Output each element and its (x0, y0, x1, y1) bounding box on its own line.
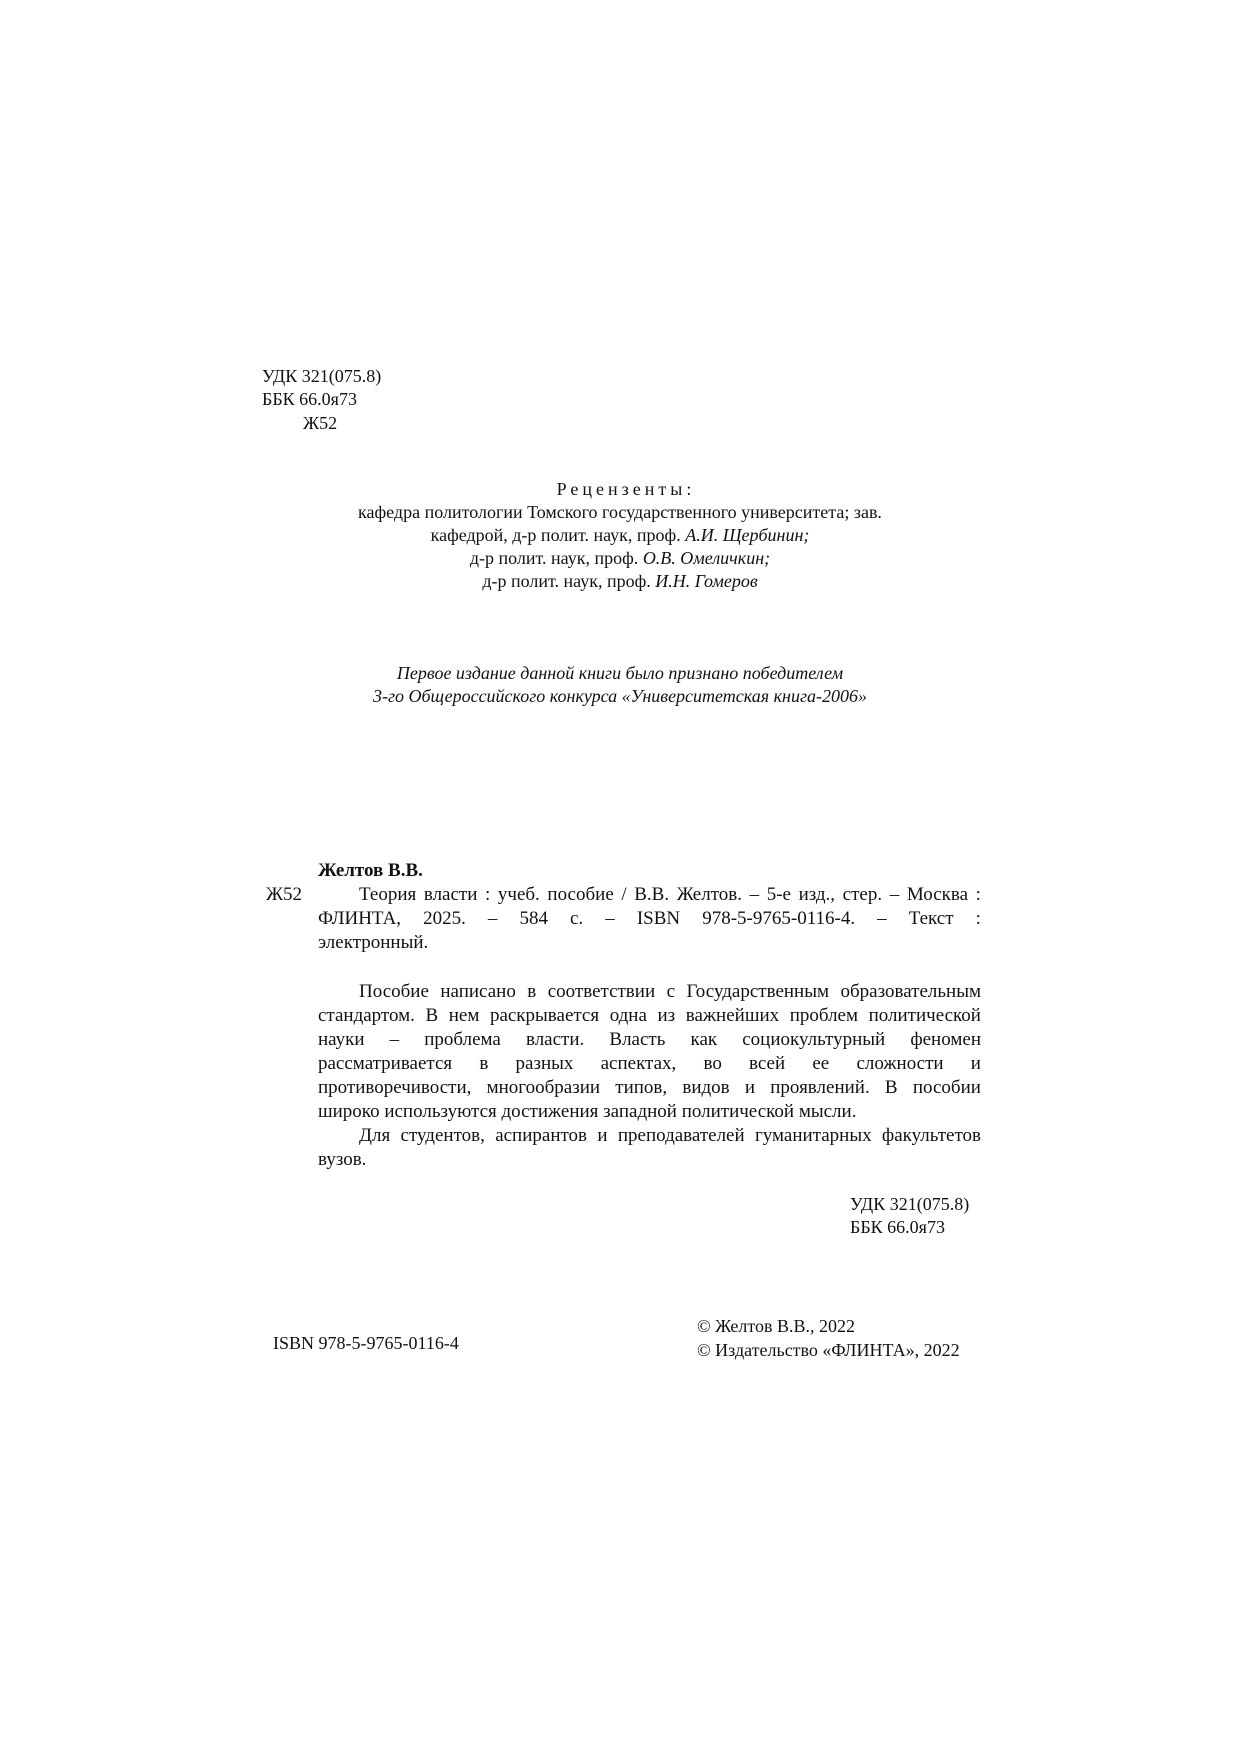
bibliography-line-2 (318, 907, 981, 931)
copyright-author: © Желтов В.В., 2022 (697, 1316, 856, 1336)
word: с. (570, 908, 584, 929)
word: социокультурный (742, 1029, 886, 1050)
isbn: ISBN 978-5-9765-0116-4 (273, 1333, 459, 1353)
word: 584 (519, 908, 548, 929)
author-mark: Ж52 (303, 413, 338, 433)
award-line-2: 3-го Общероссийского конкурса «Университетская книга-2006» (372, 686, 867, 706)
word: проявлений. (770, 1077, 870, 1098)
reviewers-line-4 (0, 570, 1240, 592)
word: учеб. (497, 884, 540, 905)
word: важнейших (685, 1005, 780, 1026)
reviewer-name: О.В. Омеличкин; (642, 548, 771, 568)
word: : (485, 884, 491, 905)
word: В.В. (634, 884, 670, 905)
annotation-line-2 (318, 1004, 981, 1028)
word: всей (749, 1053, 786, 1074)
word: власти. (525, 1029, 585, 1050)
udk-code: УДК 321(075.8) (262, 366, 382, 386)
bibliography-mark: Ж52 (266, 884, 303, 905)
word: Власть (609, 1029, 666, 1050)
word: Москва (906, 884, 969, 905)
word: сложности (856, 1053, 944, 1074)
word: нем (448, 1005, 480, 1026)
word: Для (359, 1125, 391, 1146)
copyright-publisher: © Издательство «ФЛИНТА», 2022 (697, 1340, 960, 1360)
reviewers-line-1: кафедра политологии Томского государственного университета; зав. (358, 502, 882, 522)
word: написано (440, 981, 516, 1002)
word: образовательным (840, 981, 981, 1002)
reviewer-name: И.Н. Гомеров (655, 571, 758, 591)
annotation-line-1 (359, 980, 981, 1004)
word: стер. (842, 884, 883, 905)
word: 5-е (766, 884, 791, 905)
annotation-line-6: широко используются достижения западной политической мысли. (318, 1101, 857, 1122)
word: с (666, 981, 676, 1002)
word: / (621, 884, 627, 905)
footer-bbk-code: ББК 66.0я73 (850, 1217, 945, 1237)
word: феномен (910, 1029, 981, 1050)
word: студентов, (400, 1125, 485, 1146)
word: ISBN (636, 908, 681, 929)
bbk-code: ББК 66.0я73 (262, 389, 357, 409)
word: политической (868, 1005, 981, 1026)
word: гуманитарных (754, 1125, 872, 1146)
word: Пособие (359, 981, 429, 1002)
word: раскрывается (489, 1005, 600, 1026)
reviewer-position: кафедрой, д-р полит. наук, проф. (430, 525, 686, 545)
word: изд., (798, 884, 836, 905)
word: Теория (359, 884, 417, 905)
word: из (657, 1005, 676, 1026)
word: и (744, 1077, 756, 1098)
word: многообразии (486, 1077, 601, 1098)
word: разных (515, 1053, 574, 1074)
word: одна (609, 1005, 647, 1026)
word: пособие (547, 884, 614, 905)
word: типов, (615, 1077, 668, 1098)
annotation-line-7 (359, 1124, 981, 1148)
footer-udk-code: УДК 321(075.8) (850, 1194, 970, 1214)
word: – (889, 884, 900, 905)
word: стандартом. (318, 1005, 415, 1026)
word: : (975, 908, 981, 929)
word: Государственным (686, 981, 830, 1002)
annotation-line-5 (318, 1076, 981, 1100)
word: – (487, 908, 498, 929)
word: факультетов (881, 1125, 981, 1146)
word: – (605, 908, 615, 929)
word: : (975, 884, 981, 905)
word: проблема (424, 1029, 501, 1050)
word: – (877, 908, 887, 929)
word: 2025. (423, 908, 466, 929)
word: во (703, 1053, 722, 1074)
word: и (970, 1053, 981, 1074)
word: и (597, 1125, 608, 1146)
word: соответствии (547, 981, 656, 1002)
word: аспирантов (495, 1125, 588, 1146)
word: ее (812, 1053, 830, 1074)
annotation-line-8: вузов. (318, 1149, 367, 1170)
annotation-line-4 (318, 1052, 981, 1076)
award-line-1: Первое издание данной книги было признано победителем (396, 663, 844, 683)
word: ФЛИНТА, (318, 908, 402, 929)
word: Желтов. (676, 884, 742, 905)
reviewers-line-3 (0, 547, 1240, 569)
word: в (527, 981, 537, 1002)
word: преподавателей (617, 1125, 745, 1146)
word: – (389, 1029, 400, 1050)
reviewers-line-2 (0, 524, 1240, 546)
word: 978-5-9765-0116-4. (702, 908, 856, 929)
word: проблем (789, 1005, 859, 1026)
word: как (690, 1029, 718, 1050)
bibliography-line-1 (359, 883, 981, 907)
word: пособии (912, 1077, 981, 1098)
reviewer-name: А.И. Щербинин; (685, 525, 810, 545)
reviewer-position: д-р полит. наук, проф. (482, 571, 656, 591)
bibliography-line-3: электронный. (318, 932, 429, 953)
word: рассматривается (318, 1053, 453, 1074)
word: противоречивости, (318, 1077, 472, 1098)
reviewer-position: д-р полит. наук, проф. (469, 548, 643, 568)
word: власти (423, 884, 478, 905)
word: в (479, 1053, 489, 1074)
word: аспектах, (600, 1053, 677, 1074)
reviewers-title: Рецензенты: (556, 479, 696, 499)
word: Текст (908, 908, 954, 929)
word: науки (318, 1029, 365, 1050)
word: В (425, 1005, 439, 1026)
book-author: Желтов В.В. (318, 860, 423, 881)
word: В (884, 1077, 898, 1098)
annotation-line-3 (318, 1028, 981, 1052)
word: видов (682, 1077, 730, 1098)
word: – (749, 884, 760, 905)
